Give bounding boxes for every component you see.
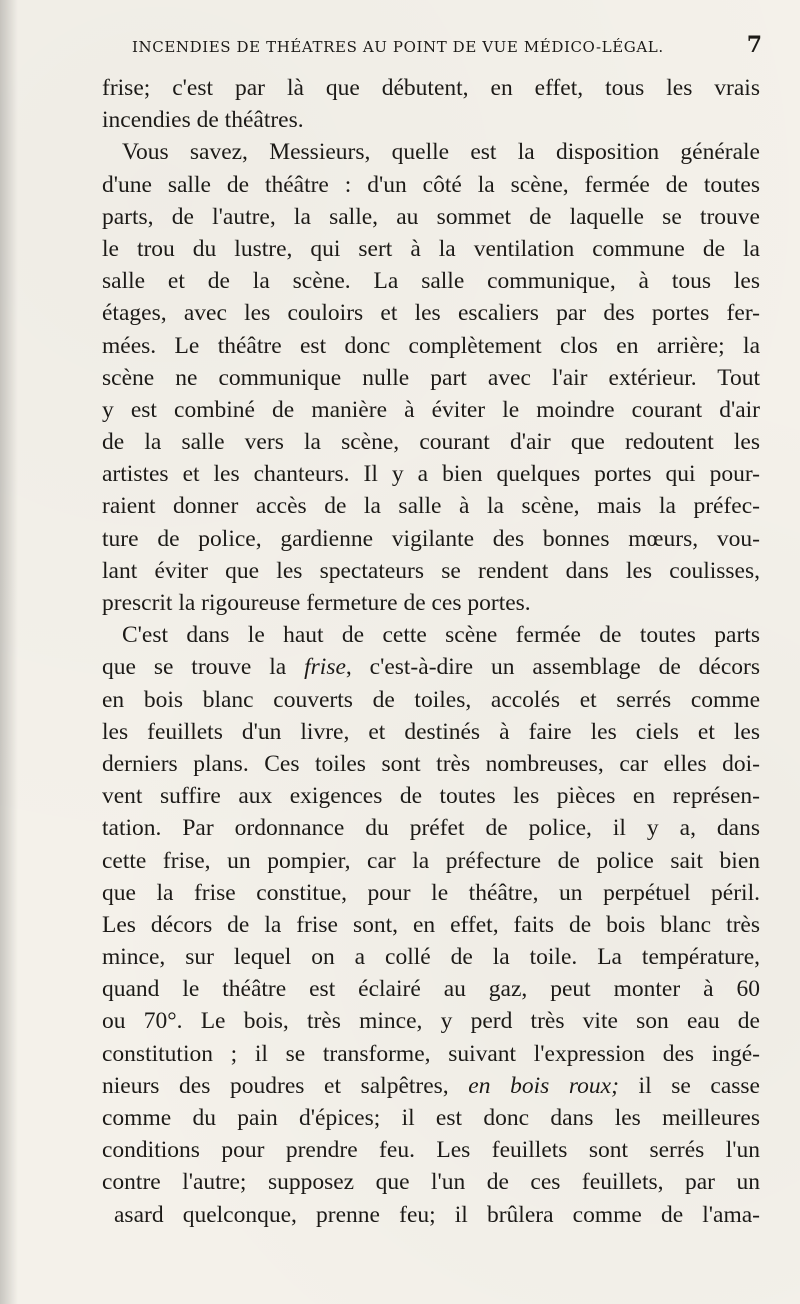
text-line: constitution ; il se transforme, suivant l'expression des ingé- xyxy=(102,1040,760,1067)
text-line: cette frise, un pompier, car la préfecture de police sait bien xyxy=(102,847,760,874)
text-line: Vous savez, Messieurs, quelle est la disposition générale xyxy=(122,139,760,166)
text-line: vent suffire aux exigences de toutes les pièces en représen- xyxy=(102,783,760,810)
text-line: C'est dans le haut de cette scène fermée de toutes parts xyxy=(122,622,760,649)
text-line: salle et de la scène. La salle communique, à tous les xyxy=(102,268,760,295)
text-fragment: , c'est-à-dire un assemblage de décors xyxy=(345,654,760,681)
text-line xyxy=(102,1070,760,1102)
running-header xyxy=(100,32,764,62)
text-line: le trou du lustre, qui sert à la ventilation commune de la xyxy=(102,235,760,262)
text-fragment: que se trouve la xyxy=(102,654,305,681)
text-line: parts, de l'autre, la salle, au sommet de laquelle se trouve xyxy=(102,203,760,230)
text-fragment: nieurs des poudres et salpêtres, xyxy=(102,1072,469,1099)
text-line: conditions pour prendre feu. Les feuillets sont serrés l'un xyxy=(102,1137,760,1164)
text-line: mées. Le théâtre est donc complètement clos en arrière; la xyxy=(102,332,760,359)
text-line: de la salle vers la scène, courant d'air que redoutent les xyxy=(102,429,760,456)
text-line: ture de police, gardienne vigilante des bonnes mœurs, vou- xyxy=(102,525,760,552)
text-line: d'une salle de théâtre : d'un côté la scène, fermée de toutes xyxy=(102,171,760,198)
body-text xyxy=(102,72,760,1231)
text-line xyxy=(102,651,760,683)
text-line: que la frise constitue, pour le théâtre, un perpétuel péril. xyxy=(102,879,760,906)
text-line: incendies de théâtres. xyxy=(102,107,304,134)
text-line: étages, avec les couloirs et les escaliers par des portes fer- xyxy=(102,300,760,327)
text-line: tation. Par ordonnance du préfet de police, il y a, dans xyxy=(102,815,760,842)
text-line: artistes et les chanteurs. Il y a bien quelques portes qui pour- xyxy=(102,461,760,488)
text-line: mince, sur lequel on a collé de la toile. La température, xyxy=(102,944,760,971)
italic-term-bois-roux: en bois roux; xyxy=(468,1072,619,1099)
text-line: en bois blanc couverts de toiles, accolés et serrés comme xyxy=(102,686,760,713)
text-line: Les décors de la frise sont, en effet, faits de bois blanc très xyxy=(102,911,760,938)
text-line: frise; c'est par là que débutent, en effet, tous les vrais xyxy=(102,75,760,101)
italic-term-frise: frise xyxy=(304,654,346,681)
text-line: raient donner accès de la salle à la scène, mais la préfec- xyxy=(102,493,760,520)
text-line: quand le théâtre est éclairé au gaz, peut monter à 60 xyxy=(102,976,760,1003)
text-line: lant éviter que les spectateurs se rendent dans les coulisses, xyxy=(102,557,760,584)
text-fragment: il se casse xyxy=(618,1072,760,1099)
text-line: scène ne communique nulle part avec l'air extérieur. Tout xyxy=(102,364,760,391)
text-line: y est combiné de manière à éviter le moindre courant d'air xyxy=(102,396,760,423)
page-number: 7 xyxy=(746,32,762,58)
text-line: comme du pain d'épices; il est donc dans les meilleures xyxy=(102,1105,760,1131)
header-title: INCENDIES DE THÉATRES AU POINT DE VUE MÉDICO-LÉGAL. xyxy=(132,38,664,56)
text-line: derniers plans. Ces toiles sont très nombreuses, car elles doi- xyxy=(102,750,760,777)
text-line: asard quelconque, prenne feu; il brûlera comme de l'ama- xyxy=(114,1201,760,1228)
text-line: prescrit la rigoureuse fermeture de ces portes. xyxy=(102,590,531,616)
binding-shadow xyxy=(0,0,18,1304)
text-line: ou 70°. Le bois, très mince, y perd très vite son eau de xyxy=(102,1008,760,1035)
text-line: les feuillets d'un livre, et destinés à faire les ciels et les xyxy=(102,718,760,745)
text-line: contre l'autre; supposez que l'un de ces feuillets, par un xyxy=(102,1169,760,1196)
